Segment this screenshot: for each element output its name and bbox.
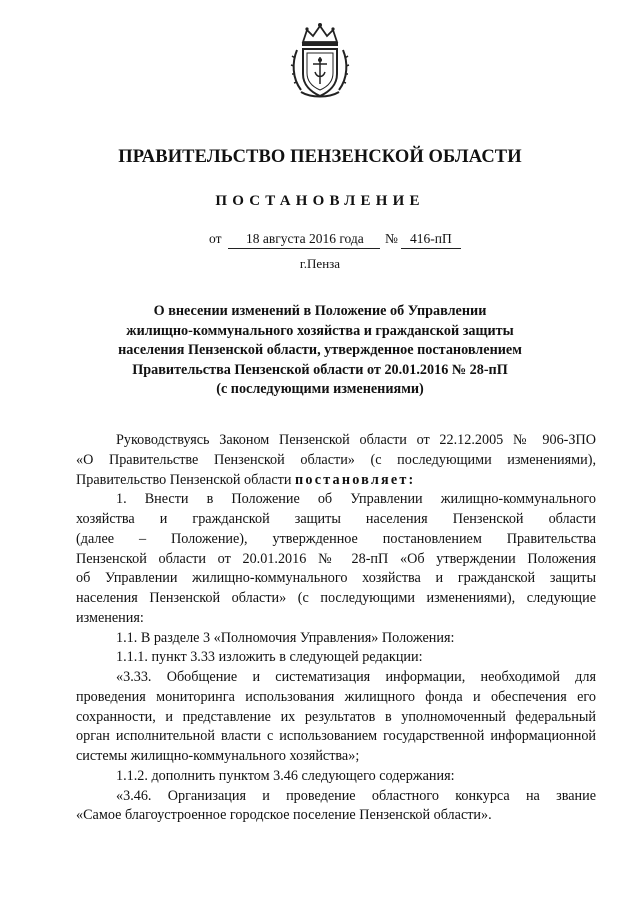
body-line: Руководствуясь Законом Пензенской области от 22.12.2005 № 906-ЗПО — [116, 432, 596, 448]
government-title: ПРАВИТЕЛЬСТВО ПЕНЗЕНСКОЙ ОБЛАСТИ — [118, 147, 522, 167]
body-line: сохранности, и представление их результатов в уполномоченный федеральный — [76, 708, 596, 725]
date-number-line — [0, 231, 640, 251]
document-type: ПОСТАНОВЛЕНИЕ — [215, 193, 425, 209]
document-number: 416-пП — [410, 231, 452, 246]
heading-line: Правительства Пензенской области от 20.01.2016 № 28-пП — [132, 361, 508, 378]
heading-line: (с последующими изменениями) — [216, 381, 424, 398]
document-body — [76, 431, 596, 826]
body-line: изменения: — [76, 609, 144, 626]
document-date: 18 августа 2016 года — [246, 231, 364, 246]
coat-of-arms-icon — [289, 22, 351, 100]
body-line: 1.1. В разделе 3 «Полномочия Управления» Положения: — [116, 629, 455, 646]
heading-line: О внесении изменений в Положение об Управлении — [153, 303, 487, 319]
body-line: проведения мониторинга использования жилищного фонда и обеспечения его — [76, 688, 596, 705]
body-line: «3.33. Обобщение и систематизация информации, необходимой для — [116, 669, 596, 685]
body-line: хозяйства и гражданской защиты населения Пензенской области — [76, 511, 596, 527]
body-line: системы жилищно-коммунального хозяйства»; — [76, 748, 360, 764]
heading-line: населения Пензенской области, утвержденное постановлением — [118, 342, 522, 359]
body-line — [76, 471, 596, 491]
number-sign: № — [385, 231, 398, 246]
body-line: населения Пензенской области» (с последующими изменениями), следующие — [76, 590, 596, 606]
body-line: 1.1.2. дополнить пунктом 3.46 следующего содержания: — [116, 767, 455, 784]
body-line: «3.46. Организация и проведение областного конкурса на звание — [116, 787, 596, 804]
body-line: 1. Внести в Положение об Управлении жилищно-коммунального — [116, 491, 596, 508]
body-line: 1.1.1. пункт 3.33 изложить в следующей редакции: — [116, 649, 423, 666]
body-text: Правительство Пензенской области — [76, 471, 292, 488]
body-line: орган исполнительной власти с использованием государственной информационной — [76, 728, 596, 745]
body-line: «О Правительстве Пензенской области» (с последующими изменениями), — [76, 451, 596, 468]
document-heading — [60, 302, 580, 400]
body-line: Пензенской области от 20.01.2016 № 28-пП «Об утверждении Положения — [76, 550, 596, 567]
body-line: об Управлении жилищно-коммунального хозяйства и гражданской защиты — [76, 570, 596, 587]
date-underline — [228, 248, 380, 249]
number-underline — [401, 248, 461, 249]
resolution-word: постановляет: — [295, 471, 416, 488]
body-line: (далее – Положение), утвержденное постановлением Правительства — [76, 530, 596, 547]
city: г.Пенза — [299, 256, 341, 271]
heading-line: жилищно-коммунального хозяйства и гражданской защиты — [126, 322, 514, 339]
body-line: «Самое благоустроенное городское поселение Пензенской области». — [76, 807, 492, 824]
date-prefix: от — [209, 231, 222, 246]
